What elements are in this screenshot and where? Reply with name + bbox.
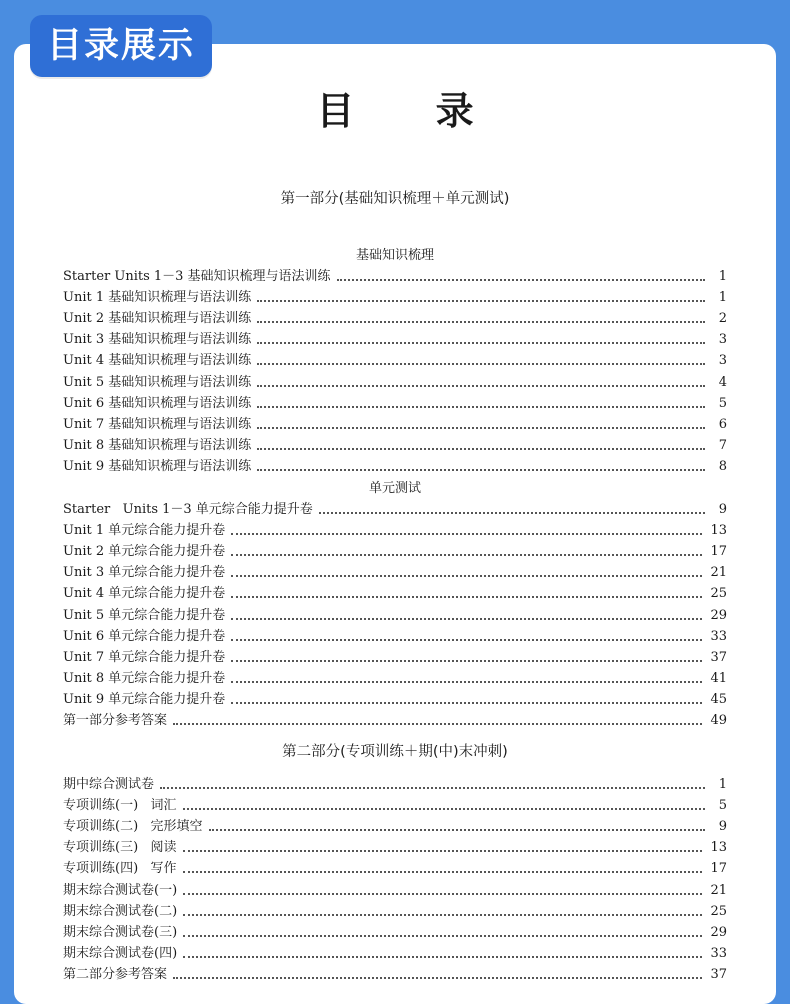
toc-entry-page: 45 (710, 691, 727, 707)
dot-leader (231, 532, 702, 535)
dot-leader (231, 617, 702, 620)
dot-leader (231, 680, 702, 683)
dot-leader (183, 955, 702, 958)
dot-leader (183, 913, 702, 916)
toc-entry-label: Unit 6 基础知识梳理与语法训练 (63, 395, 252, 411)
dot-leader (231, 553, 702, 556)
section2-heading: 单元测试 (368, 481, 421, 496)
toc-entry[interactable] (63, 837, 727, 858)
section-badge: 目录展示 (30, 15, 212, 77)
dot-leader (257, 426, 705, 429)
toc-entry[interactable] (63, 520, 727, 541)
toc-entry[interactable] (63, 583, 727, 604)
toc-entry-page: 6 (718, 416, 727, 432)
toc-entry-page: 49 (710, 713, 727, 728)
toc-entry[interactable] (63, 266, 727, 287)
dot-leader (231, 574, 702, 577)
dot-leader (257, 405, 705, 408)
toc-entry[interactable] (63, 393, 727, 414)
page-title: 目 录 (316, 88, 508, 133)
toc-entry-page: 41 (710, 670, 727, 686)
dot-leader (209, 828, 705, 831)
toc-entry-label: 期末综合测试卷(三) (63, 924, 178, 940)
toc-entry[interactable] (63, 329, 727, 350)
toc-entry-page: 1 (718, 269, 727, 284)
toc-entry-page: 7 (718, 437, 727, 453)
toc-entry-page: 5 (718, 395, 727, 411)
toc-entry-label: 专项训练(一) 词汇 (63, 798, 177, 814)
toc-entry-label: Starter Units 1－3 单元综合能力提升卷 (63, 502, 313, 517)
dot-leader (231, 701, 702, 704)
dot-leader (173, 722, 702, 725)
toc-entry-page: 2 (718, 311, 727, 327)
toc-entry[interactable] (63, 774, 727, 795)
toc-entry[interactable] (63, 414, 727, 435)
toc-entry-label: Unit 5 基础知识梳理与语法训练 (63, 374, 252, 390)
dot-leader (231, 659, 702, 662)
dot-leader (257, 320, 705, 323)
dot-leader (183, 934, 702, 937)
toc-entry[interactable] (63, 816, 727, 837)
toc-entry-label: Unit 4 单元综合能力提升卷 (63, 586, 226, 602)
dot-leader (183, 892, 702, 895)
toc-entry-label: Unit 1 单元综合能力提升卷 (63, 523, 226, 539)
toc-entry[interactable] (63, 901, 727, 922)
toc-entry-label: Unit 2 单元综合能力提升卷 (63, 544, 226, 560)
dot-leader (257, 362, 705, 365)
toc-entry-page: 37 (710, 649, 727, 665)
toc-entry[interactable] (63, 922, 727, 943)
toc-entry-page: 9 (718, 502, 727, 517)
toc-entry-page: 1 (718, 290, 727, 306)
part1-heading: 第一部分(基础知识梳理＋单元测试) (280, 191, 510, 207)
toc-entry[interactable] (63, 647, 727, 668)
dot-leader (337, 278, 705, 281)
toc-entry[interactable] (63, 372, 727, 393)
toc-entry[interactable] (63, 795, 727, 816)
dot-leader (257, 447, 705, 450)
dot-leader (257, 468, 705, 471)
section1-heading: 基础知识梳理 (355, 248, 434, 263)
toc-entry-label: Unit 1 基础知识梳理与语法训练 (63, 290, 252, 306)
toc-entry-page: 13 (710, 840, 727, 856)
toc-entry-label: 期末综合测试卷(一) (63, 882, 178, 898)
toc-entry[interactable] (63, 435, 727, 456)
toc-entry[interactable] (63, 562, 727, 583)
toc-entry-page: 1 (718, 777, 727, 792)
toc-entry-label: 专项训练(四) 写作 (63, 861, 177, 877)
toc-entry[interactable] (63, 710, 727, 731)
toc-entry[interactable] (63, 308, 727, 329)
toc-entry-page: 13 (710, 523, 727, 539)
toc-entry-label: 第二部分参考答案 (63, 966, 168, 982)
toc-entry[interactable] (63, 668, 727, 689)
toc-entry-label: Unit 4 基础知识梳理与语法训练 (63, 353, 252, 369)
toc-entry-label: 专项训练(二) 完形填空 (63, 819, 203, 835)
toc-entry-page: 37 (710, 966, 727, 982)
dot-leader (160, 786, 705, 789)
toc-entry-page: 17 (710, 544, 727, 560)
toc-entry-page: 21 (710, 565, 727, 581)
toc-entry[interactable] (63, 541, 727, 562)
dot-leader (257, 341, 705, 344)
dot-leader (257, 299, 705, 302)
toc-entry-page: 25 (710, 903, 727, 919)
toc-entry-label: Unit 3 单元综合能力提升卷 (63, 565, 226, 581)
dot-leader (231, 595, 702, 598)
toc-entry[interactable] (63, 605, 727, 626)
toc-entry-page: 3 (718, 332, 727, 348)
toc-entry-page: 5 (718, 798, 727, 814)
dot-leader (257, 384, 705, 387)
toc-entry[interactable] (63, 456, 727, 477)
toc-entry[interactable] (63, 943, 727, 964)
dot-leader (183, 807, 705, 810)
toc-entry[interactable] (63, 499, 727, 520)
dot-leader (183, 870, 703, 873)
toc-entry-label: Unit 9 单元综合能力提升卷 (63, 691, 226, 707)
toc-entry[interactable] (63, 626, 727, 647)
toc-entry[interactable] (63, 287, 727, 308)
toc-entry[interactable] (63, 880, 727, 901)
toc-entry-page: 29 (710, 924, 727, 940)
dot-leader (173, 976, 702, 979)
toc-entry-label: Unit 7 单元综合能力提升卷 (63, 649, 226, 665)
toc-entry-page: 29 (710, 607, 727, 623)
dot-leader (231, 638, 702, 641)
toc-entry-label: Unit 9 基础知识梳理与语法训练 (63, 458, 252, 474)
toc-entry-page: 8 (718, 458, 727, 474)
part2-heading: 第二部分(专项训练＋期(中)末冲刺) (282, 744, 508, 760)
toc-entry[interactable] (63, 858, 727, 879)
toc-entry-label: Unit 2 基础知识梳理与语法训练 (63, 311, 252, 327)
toc-entry-label: Unit 3 基础知识梳理与语法训练 (63, 332, 252, 348)
toc-entry-page: 4 (718, 374, 727, 390)
toc-entry-label: Starter Units 1－3 基础知识梳理与语法训练 (63, 269, 331, 284)
toc-entry-label: 期中综合测试卷 (63, 777, 155, 792)
toc-entry-label: Unit 5 单元综合能力提升卷 (63, 607, 226, 623)
toc-entry-label: Unit 8 单元综合能力提升卷 (63, 670, 226, 686)
toc-entry[interactable] (63, 964, 727, 985)
toc-entry-page: 33 (710, 628, 727, 644)
toc-entry-page: 9 (718, 819, 727, 835)
toc-entry-label: 第一部分参考答案 (63, 713, 168, 728)
dot-leader (319, 511, 705, 514)
toc-entry-page: 17 (710, 861, 727, 877)
toc-entry-label: 期末综合测试卷(二) (63, 903, 178, 919)
toc-entry-label: Unit 8 基础知识梳理与语法训练 (63, 437, 252, 453)
toc-entry-label: Unit 7 基础知识梳理与语法训练 (63, 416, 252, 432)
toc-entry-label: 专项训练(三) 阅读 (63, 840, 177, 856)
toc-entry-label: Unit 6 单元综合能力提升卷 (63, 628, 226, 644)
toc-entry[interactable] (63, 350, 727, 371)
toc-entry-page: 21 (710, 882, 727, 898)
toc-entry-page: 3 (718, 353, 727, 369)
toc-entry[interactable] (63, 689, 727, 710)
toc-entry-page: 25 (710, 586, 727, 602)
toc-entry-label: 期末综合测试卷(四) (63, 945, 178, 961)
toc-entry-page: 33 (710, 945, 727, 961)
dot-leader (183, 849, 703, 852)
